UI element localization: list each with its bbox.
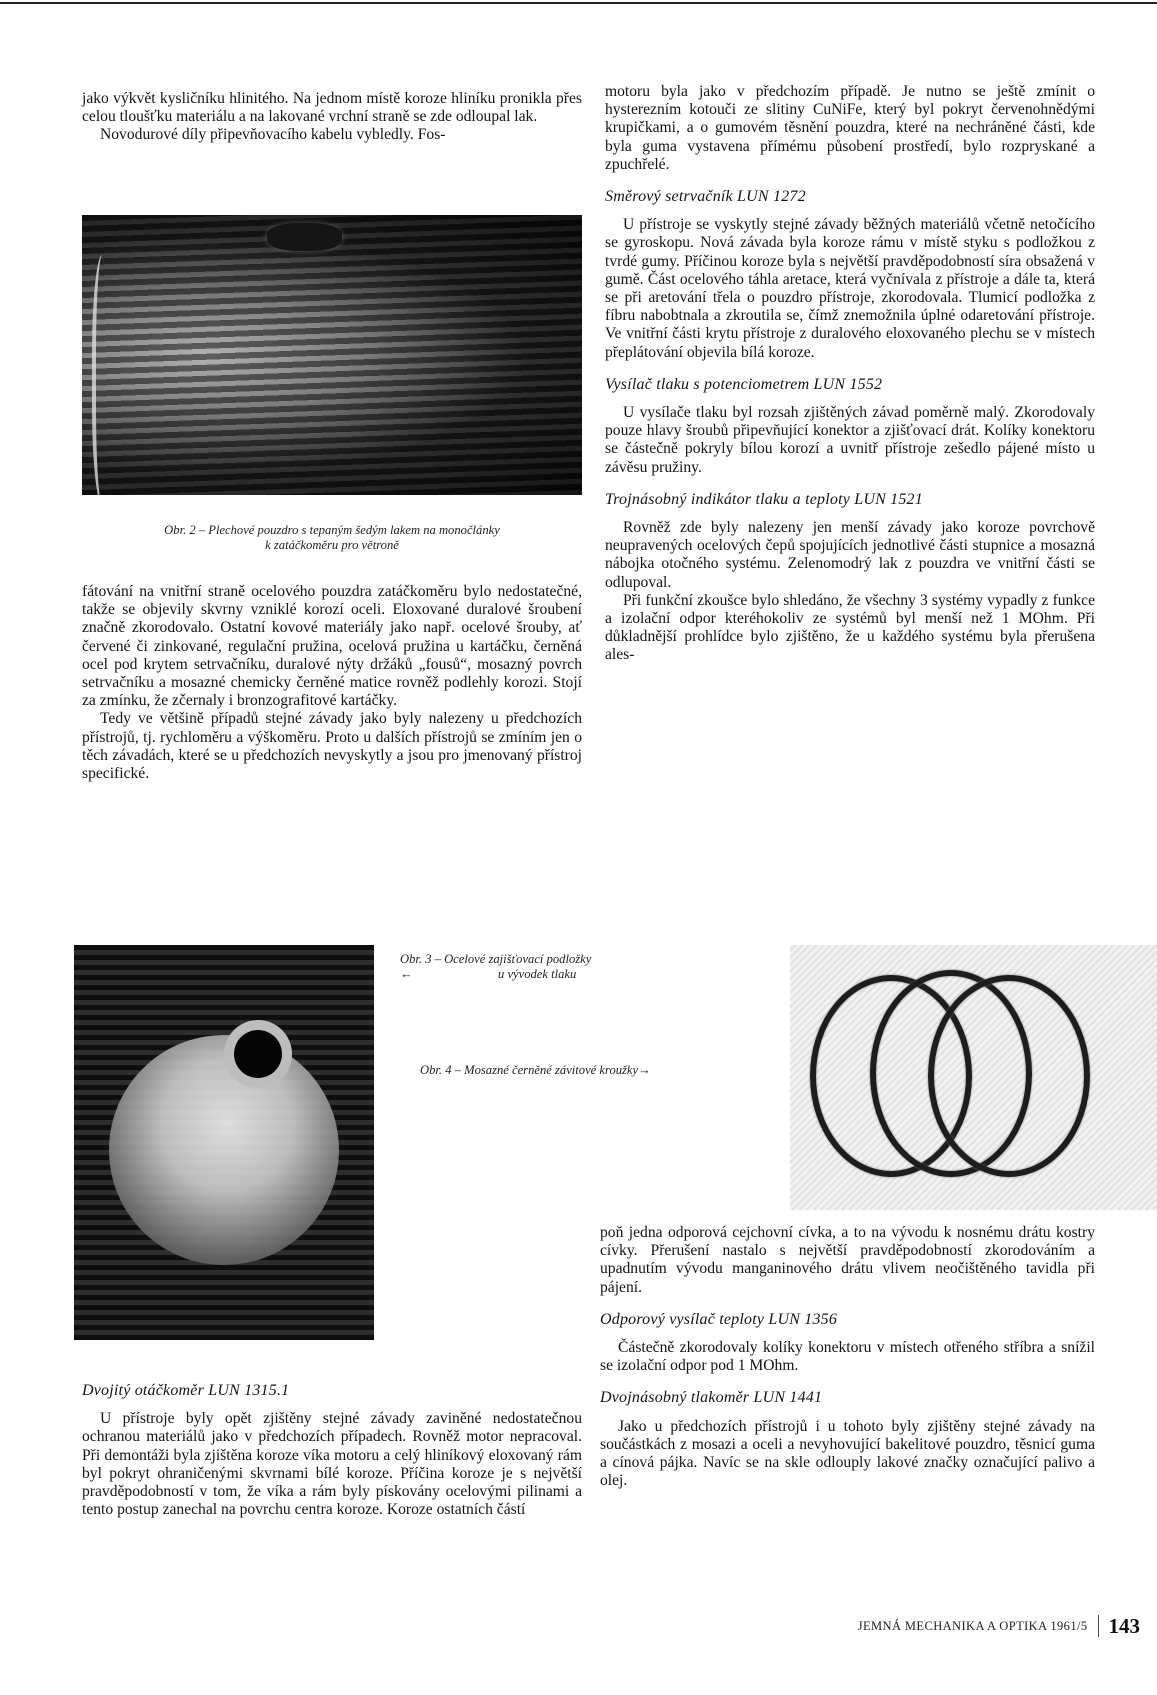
- washer-hole: [234, 1030, 282, 1078]
- paragraph: poň jedna odporová cejchovní cívka, a to na vývodu k nosnému drátu kostry cívky. Přerušení nastalo s největší pravděpodobností zkorodováním a upadnutím vývodu manganinového drátu vlivem neočištěného tavidla při pájení.: [600, 1224, 1095, 1296]
- page-number: 143: [1108, 1613, 1140, 1638]
- ring-right: [928, 975, 1090, 1177]
- figure-3-caption-line-2: u vývodek tlaku: [498, 967, 577, 981]
- paragraph: Tedy ve většině případů stejné závady jako byly nalezeny u předchozích přístrojů, tj. rychloměru a výškoměru. Proto u dalších přístrojů se zmíním jen o těch závadách, které se u předchozích nevyskytly a jsou pro jmenovaný přístroj specifické.: [82, 710, 582, 783]
- paragraph: motoru byla jako v předchozím případě. Je nutno se ještě zmínit o hysterezním kotouči ze slitiny CuNiFe, který byl pokryt červenohnědými krupičkami, a o gumovém těsnění pouzdra, které na nechráněné části, kde byla guma vystavena přímému působení prostředí, bylo rozpryskané a zpuchřelé.: [605, 83, 1095, 173]
- paragraph: U vysílače tlaku byl rozsah zjištěných závad poměrně malý. Zkorodovaly pouze hlavy šroubů připevňující konektor a zjišťovací drát. Kolíky konektoru se částečně pokryly bílou korozí a uvnitř přístroje zešedlo pájené místo u závěsu pružiny.: [605, 404, 1095, 476]
- paragraph: Částečně zkorodovaly kolíky konektoru v místech otřeného stříbra a snížil se izolační odpor pod 1 MOhm.: [600, 1339, 1095, 1375]
- section-heading-lun-1441: Dvojnásobný tlakoměr LUN 1441: [600, 1389, 823, 1407]
- figure-2-caption-line-1: Obr. 2 – Plechové pouzdro s tepaným šedým lakem na monočlánky: [164, 523, 500, 537]
- figure-3-caption-line-2-wrap: [398, 967, 738, 982]
- right-column-top: [605, 83, 1095, 665]
- washer-shape: [77, 1003, 372, 1298]
- figure-4-photo-rings: [790, 945, 1157, 1210]
- figure-3-caption-line-1: Obr. 3 – Ocelové zajišťovací podložky: [400, 952, 592, 966]
- paragraph: Novodurové díly připevňovacího kabelu vybledly. Fos-: [100, 126, 446, 144]
- page-top-rule: [0, 2, 1157, 4]
- left-arrow-icon: ←: [400, 967, 413, 981]
- figure-2-caption-line-2: k zatáčkoměru pro větroně: [265, 538, 399, 552]
- page-footer: [760, 1612, 1140, 1640]
- figure-2-caption: [82, 523, 582, 553]
- section-heading-lun-1356: Odporový vysílač teploty LUN 1356: [600, 1310, 838, 1328]
- section-heading-lun-1315-1: Dvojitý otáčkoměr LUN 1315.1: [82, 1382, 290, 1399]
- footer-divider: [1098, 1615, 1099, 1637]
- right-column-bottom: [600, 1224, 1095, 1490]
- figure-2-photo-corroded-case: [82, 215, 582, 495]
- figure-4-caption: [420, 1063, 780, 1078]
- paragraph: fátování na vnitřní straně ocelového pouzdra zatáčkoměru bylo nedostatečné, takže se objevily skvrny vzniklé korozí oceli. Eloxované duralové šroubení značně zkorodovalo. Ostatní kovové materiály jako např. ocelové šrouby, ať červené či zinkované, regulační pružina, ocelová pružina u kartáčku, černěná ocel pod krytem setrvačníku, duralové nýty držáků „fousů“, mosazný povrch setrvačníku a mosazné chemicky černěné matice rovněž podlehly korozi. Stojí za zmínku, že zčernaly i bronzografitové kartáčky.: [82, 583, 582, 710]
- paragraph: Jako u předchozích přístrojů i u tohoto byly zjištěny stejné závady na součástkách z mosazi a oceli a nevyhovující bakelitové pouzdro, těsnicí guma a cínová pájka. Navíc se na skle odlouply lakové značky označující palivo a olej.: [600, 1417, 1095, 1490]
- figure-3-photo-washer: [74, 945, 374, 1340]
- paragraph: U přístroje se vyskytly stejné závady běžných materiálů včetně netočícího se gyroskopu. Nová závada byla koroze rámu v místě styku s podložkou z tvrdé gumy. Příčinou koroze byla s největší pravděpodobností síra obsažená v gumě. Část ocelového táhla aretace, která vyčnívala z přístroje a dále ta, která se při aretování třela o pouzdro přístroje, zkorodovala. Tlumicí podložka z fíbru nabobtnala a zkroutila se, čímž znemožnila úplné odaretování přístroje. Ve vnitřní části krytu přístroje z duralového eloxovaného plechu se v místech přeplátování objevila bílá koroze.: [605, 216, 1095, 361]
- section-heading-lun-1552: Vysílač tlaku s potenciometrem LUN 1552: [605, 375, 883, 393]
- paragraph: U přístroje byly opět zjištěny stejné závady zaviněné nedostatečnou ochranou materiálů jako v předchozích případech. Rovněž motor nepracoval. Při demontáži byla zjištěna koroze víka motoru a celý hliníkový eloxovaný rám byl pokryt ohraničenými skvrnami bílé koroze. Příčina koroze je s největší pravděpodobností v tom, že víka a rám byly pískovány ocelovými pilinami a tento postup zanechal na povrchu centra koroze. Koroze ostatních částí: [82, 1410, 582, 1519]
- figure-4-caption-text: Obr. 4 – Mosazné černěné závitové kroužky→: [420, 1063, 651, 1077]
- paragraph: Rovněž zde byly nalezeny jen menší závady jako koroze povrchově neupravených ocelových čepů spojujících jednotlivé části stupnice a mosazná nábojka otočného systému. Zelenomodrý lak z pouzdra ve vnitřní části se odlupoval.: [605, 519, 1095, 591]
- figure-3-caption: [398, 952, 738, 982]
- left-column-mid: [82, 583, 582, 783]
- left-column-bottom: [82, 1382, 582, 1519]
- journal-name: JEMNÁ MECHANIKA A OPTIKA 1961/5: [857, 1618, 1088, 1633]
- section-heading-lun-1521: Trojnásobný indikátor tlaku a teploty LUN 1521: [605, 490, 923, 508]
- section-heading-lun-1272: Směrový setrvačník LUN 1272: [605, 188, 806, 206]
- paragraph: jako výkvět kysličníku hlinitého. Na jednom místě koroze hliníku pronikla přes celou tloušťku materiálu a na lakované vrchní straně se zde odloupal lak.: [82, 90, 582, 126]
- paragraph: Při funkční zkoušce bylo shledáno, že všechny 3 systémy vypadly z funkce a izolační odpor kteréhokoliv ze systémů byl menší než 1 MOhm. Při důkladnější prohlídce bylo zjištěno, že u každého systému byla přerušena ales-: [605, 591, 1095, 664]
- left-column-top: [82, 90, 582, 145]
